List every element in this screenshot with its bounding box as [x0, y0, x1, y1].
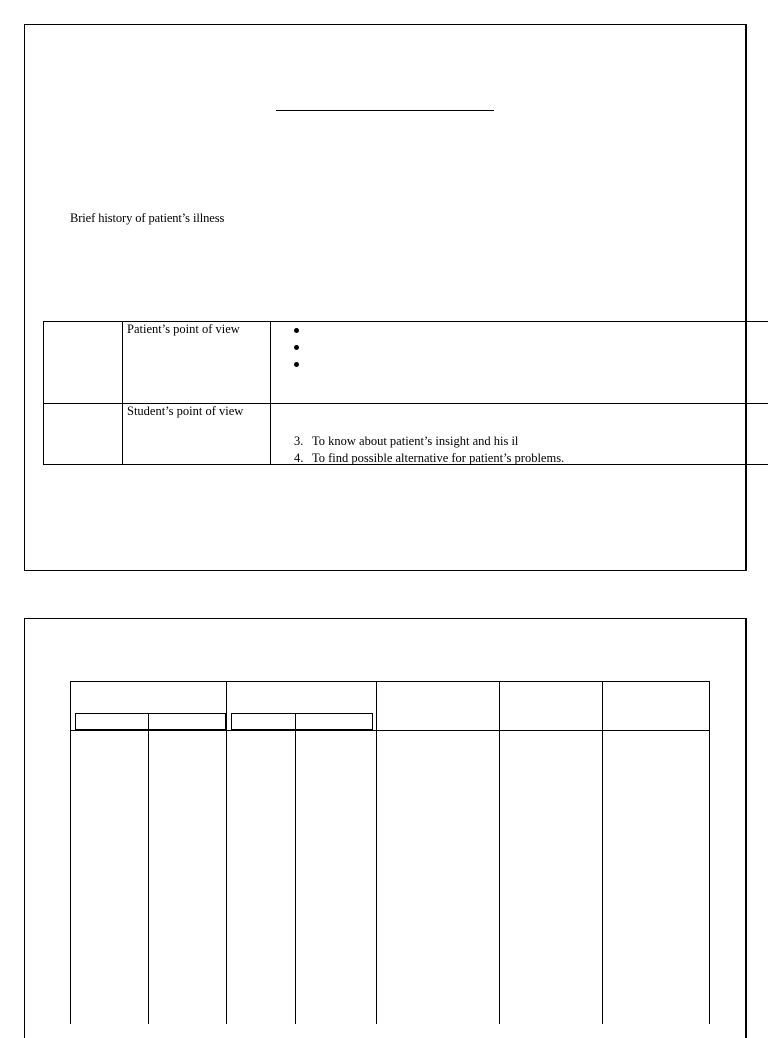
bullet-icon [294, 328, 299, 333]
point-of-view-table [43, 321, 768, 465]
sub-header-box [231, 713, 373, 730]
sub-column-divider [295, 730, 296, 1024]
bullet-icon [294, 345, 299, 350]
history-heading: Brief history of patient’s illness [70, 211, 225, 225]
patient-point-of-view-label: Patient’s point of view [127, 322, 240, 336]
column-divider [226, 681, 227, 1024]
bullet-icon [294, 362, 299, 367]
table-top-border [70, 681, 710, 682]
column-divider [602, 681, 603, 1024]
list-item: 4. To find possible alternative for patient’s problems. [294, 451, 565, 465]
header-bottom-border [70, 730, 710, 731]
table-row [44, 322, 768, 404]
sub-column-divider [148, 730, 149, 1024]
column-divider [709, 681, 710, 1024]
numbered-list [294, 433, 564, 467]
title-underline [276, 110, 494, 111]
column-divider [499, 681, 500, 1024]
table-row [44, 404, 768, 465]
student-point-of-view-label: Student’s point of view [127, 404, 244, 418]
sub-header-box [75, 713, 226, 730]
empty-record-table [70, 681, 710, 1024]
document-page-1 [24, 24, 747, 571]
list-item: 3. To know about patient’s insight and his il [294, 434, 519, 448]
column-divider [70, 681, 71, 1024]
column-divider [376, 681, 377, 1024]
